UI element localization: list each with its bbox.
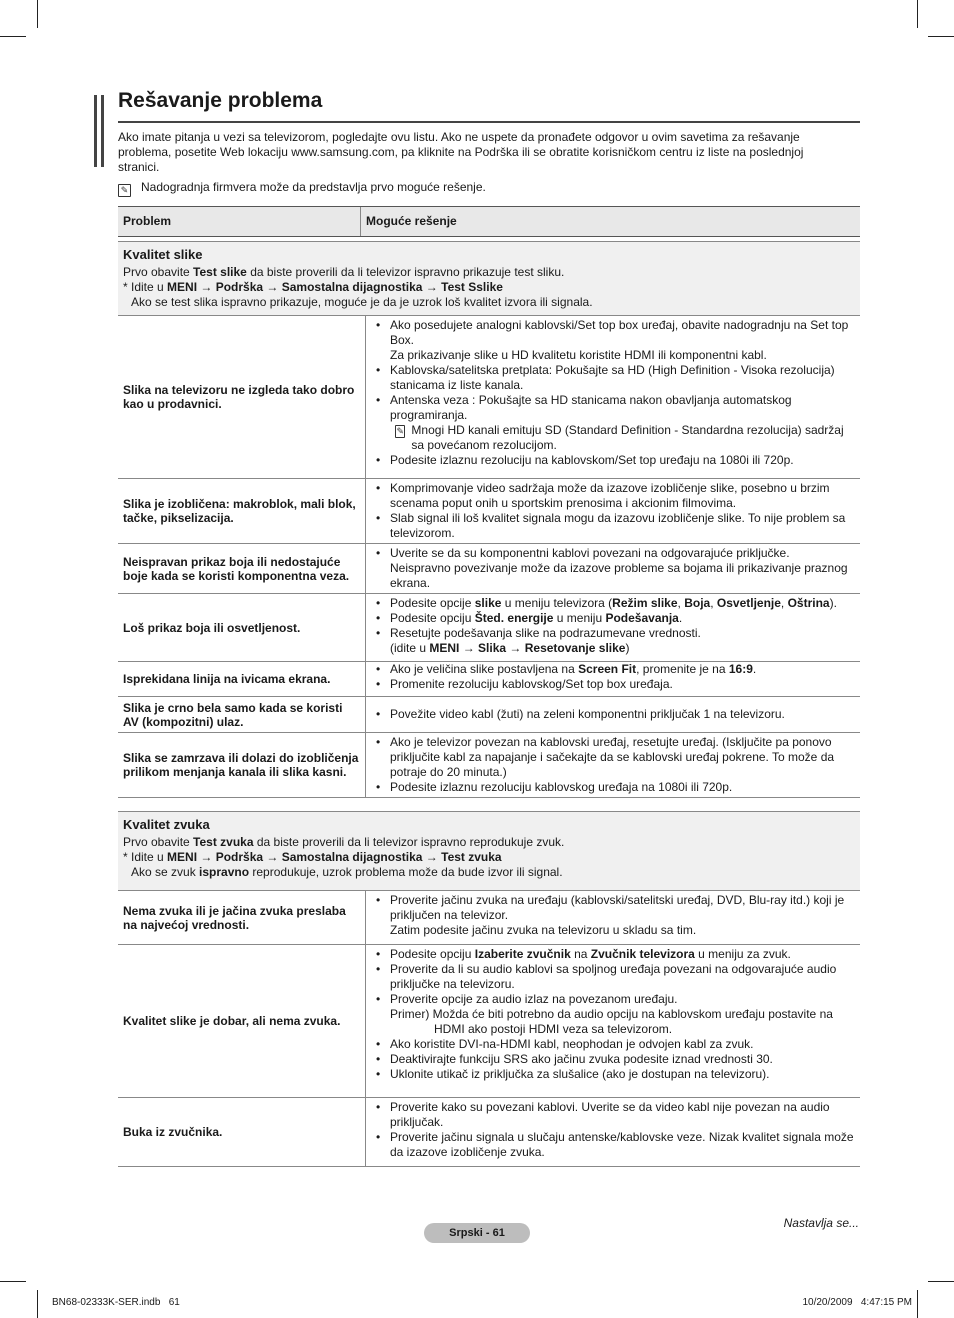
col-problem: Problem <box>118 207 361 236</box>
note-text: Nadogradnja firmvera može da predstavlja prvo moguće rešenje. <box>141 180 486 194</box>
crop-mark <box>37 1290 38 1318</box>
table-row <box>118 661 860 696</box>
table-row <box>118 696 860 732</box>
section-hint: Ako se test slika ispravno prikazuje, moguće je da je uzrok loš kvalitet izvora ili signala. <box>131 295 593 309</box>
table-row <box>118 890 860 944</box>
list-item: • Podesite opciju Izaberite zvučnik na Zvučnik televizora u meniju za zvuk. <box>376 947 856 962</box>
table-row <box>118 732 860 798</box>
intro-text: Ako imate pitanja u vezi sa televizorom, pogledajte ovu listu. Ako ne uspete da pronađete odgovor u ovim savetima za rešavanje problema, posetite Web lokaciju www.samsung.com, pa kliknite na Podrška ili se obratite korisničkom centru iz liste na poslednjoj stranici. <box>118 130 804 174</box>
section-hint: Ako se zvuk ispravno reprodukuje, uzrok problema može da bude izvor ili signal. <box>131 865 563 879</box>
solution-cell <box>366 945 860 1097</box>
list-item: • Resetujte podešavanja slike na podrazumevane vrednosti. (idite u MENI → Slika → Resetovanje slike) <box>376 626 856 656</box>
section-intro: Prvo obavite Test zvuka da biste proverili da li televizor ispravno reprodukuje zvuk. <box>123 835 565 849</box>
crop-mark <box>928 1281 954 1282</box>
table-row <box>118 543 860 593</box>
list-item: • Podesite izlaznu rezoluciju kablovskog uređaja na 1080i ili 720p. <box>376 780 856 795</box>
list-item: • Proverite jačinu signala u slučaju antenske/kablovske veze. Nizak kvalitet signala može da izazove izobličenje zvuka. <box>376 1130 856 1160</box>
solution-cell <box>366 733 860 797</box>
solution-cell <box>366 316 860 478</box>
list-item: • Ako je veličina slike postavljena na Screen Fit, promenite je na 16:9. <box>376 662 856 677</box>
table-row <box>118 478 860 543</box>
footer-date: 10/20/2009 4:47:15 PM <box>802 1297 912 1308</box>
crop-mark <box>917 0 918 28</box>
table-row <box>118 315 860 478</box>
list-item: • Podesite opcije slike u meniju televizora (Režim slike, Boja, Osvetljenje, Oštrina). <box>376 596 856 611</box>
solution-cell <box>366 697 860 732</box>
solution-cell <box>366 662 860 696</box>
table-row <box>118 593 860 661</box>
page-number: Srpski - 61 <box>424 1223 530 1243</box>
col-solution: Moguće rešenje <box>366 214 457 228</box>
list-item: • Uverite se da su komponentni kablovi povezani na odgovarajuće priključke. Neispravno povezivanje može da izazove probleme sa bojama ili prikazivanje praznog ekrana. <box>376 546 856 591</box>
section-picture <box>118 241 860 315</box>
solution-cell <box>366 544 860 593</box>
solution-cell <box>366 594 860 661</box>
list-item: • Ako posedujete analogni kablovski/Set top box uređaj, obavite nadogradnju na Set top Box. Za prikazivanje slike u HD kvalitetu koristite HDMI ili komponentni kabl. <box>376 318 856 363</box>
table-row <box>118 1097 860 1167</box>
solution-cell <box>366 479 860 543</box>
list-item: • Proverite kako su povezani kablovi. Uverite se da video kabl nije povezan na audio priključak. <box>376 1100 856 1130</box>
problem-cell: Nema zvuka ili je jačina zvuka preslaba na najvećoj vrednosti. <box>118 891 366 944</box>
crop-mark <box>0 1281 26 1282</box>
section-path: * Idite u MENI → Podrška → Samostalna dijagnostika → Test zvuka <box>123 850 502 864</box>
note-icon: ✎ <box>118 184 131 197</box>
list-item: • Proverite opcije za audio izlaz na povezanom uređaju. Primer) Možda će biti potrebno da audio opciju na kablovskom uređaju postavite na HDMI ako postoji HDMI veza sa televizorom. <box>376 992 856 1037</box>
section-path: * Idite u MENI → Podrška → Samostalna dijagnostika → Test Sslike <box>123 280 503 294</box>
list-item: • Komprimovanje video sadržaja može da izazove izobličenje slike, posebno u brzim scenama poput onih u sportskim prenosima i akcionim filmovima. <box>376 481 856 511</box>
table-header <box>118 206 860 237</box>
problem-cell: Slika se zamrzava ili dolazi do izobličenja prilikom menjanja kanala ili slika kasni. <box>118 733 366 797</box>
section-marker <box>101 95 104 167</box>
list-item: • Deaktivirajte funkciju SRS ako jačinu zvuka podesite iznad vrednosti 30. <box>376 1052 856 1067</box>
list-item: • Uklonite utikač iz priključka za slušalice (ako je dostupan na televizoru). <box>376 1067 856 1082</box>
table-row <box>118 944 860 1097</box>
footer-file: BN68-02333K-SER.indb 61 <box>52 1297 180 1308</box>
list-item: • Podesite opciju Šted. energije u meniju Podešavanja. <box>376 611 856 626</box>
list-item: • Antenska veza : Pokušajte sa HD stanicama nakon obavljanja automatskog programiranja. ✎ Mnogi HD kanali emituju SD (Standard Definition - Standardna rezolucija) sadržaj sa povećanom rezolucijom. <box>376 393 856 453</box>
picture-quality-table <box>118 241 860 798</box>
problem-cell: Buka iz zvučnika. <box>118 1098 366 1166</box>
solution-cell <box>366 1098 860 1166</box>
section-title: Kvalitet slike <box>123 247 203 262</box>
note-icon: ✎ <box>396 426 404 436</box>
section-intro: Prvo obavite Test slike da biste proverili da li televizor ispravno prikazuje test sliku. <box>123 265 565 279</box>
problem-cell: Slika na televizoru ne izgleda tako dobro kao u prodavnici. <box>118 316 366 478</box>
sound-quality-table <box>118 811 860 1167</box>
list-item: • Podesite izlaznu rezoluciju na kablovskom/Set top uređaju na 1080i ili 720p. <box>376 453 856 468</box>
problem-cell: Slika je crno bela samo kada se koristi AV (kompozitni) ulaz. <box>118 697 366 732</box>
crop-mark <box>928 36 954 37</box>
section-sound <box>118 811 860 890</box>
problem-cell: Isprekidana linija na ivicama ekrana. <box>118 662 366 696</box>
solution-cell <box>366 891 860 944</box>
list-item: • Ako koristite DVI-na-HDMI kabl, neophodan je odvojen kabl za zvuk. <box>376 1037 856 1052</box>
note <box>118 180 486 197</box>
section-title: Kvalitet zvuka <box>123 817 210 832</box>
problem-cell: Slika je izobličena: makroblok, mali blok, tačke, pikselizacija. <box>118 479 366 543</box>
list-item: • Promenite rezoluciju kablovskog/Set top box uređaja. <box>376 677 856 692</box>
list-item: • Slab signal ili loš kvalitet signala mogu da izazovu izobličenje slike. To nije problem sa televizorom. <box>376 511 856 541</box>
problem-cell: Kvalitet slike je dobar, ali nema zvuka. <box>118 945 366 1097</box>
crop-mark <box>917 1290 918 1318</box>
problem-cell: Neispravan prikaz boja ili nedostajuće boje kada se koristi komponentna veza. <box>118 544 366 593</box>
page-title: Rešavanje problema <box>118 89 323 112</box>
section-marker <box>94 95 97 167</box>
crop-mark <box>0 36 26 37</box>
list-item: • Povežite video kabl (žuti) na zeleni komponentni priključak 1 na televizoru. <box>376 707 785 722</box>
problem-cell: Loš prikaz boja ili osvetljenost. <box>118 594 366 661</box>
list-item: • Proverite jačinu zvuka na uređaju (kablovski/satelitski uređaj, DVD, Blu-ray itd.) koji je priključen na televizor. Zatim podesite jačinu zvuka na televizoru u skladu sa tim. <box>376 893 856 938</box>
crop-mark <box>37 0 38 28</box>
list-item: • Kablovska/satelitska pretplata: Pokušajte sa HD (High Definition - Visoka rezolucija) stanicama iz liste kanala. <box>376 363 856 393</box>
list-item: • Proverite da li su audio kablovi sa spoljnog uređaja povezani na odgovarajuće audio priključke na televizoru. <box>376 962 856 992</box>
title-rule <box>118 121 860 123</box>
continued-text: Nastavlja se... <box>783 1216 859 1230</box>
list-item: • Ako je televizor povezan na kablovski uređaj, resetujte uređaj. (Isključite pa ponovo priključite kabl za napajanje i sačekajte da se kablovski uređaj pokrene. To može da potraje do 20 minuta.) <box>376 735 856 780</box>
